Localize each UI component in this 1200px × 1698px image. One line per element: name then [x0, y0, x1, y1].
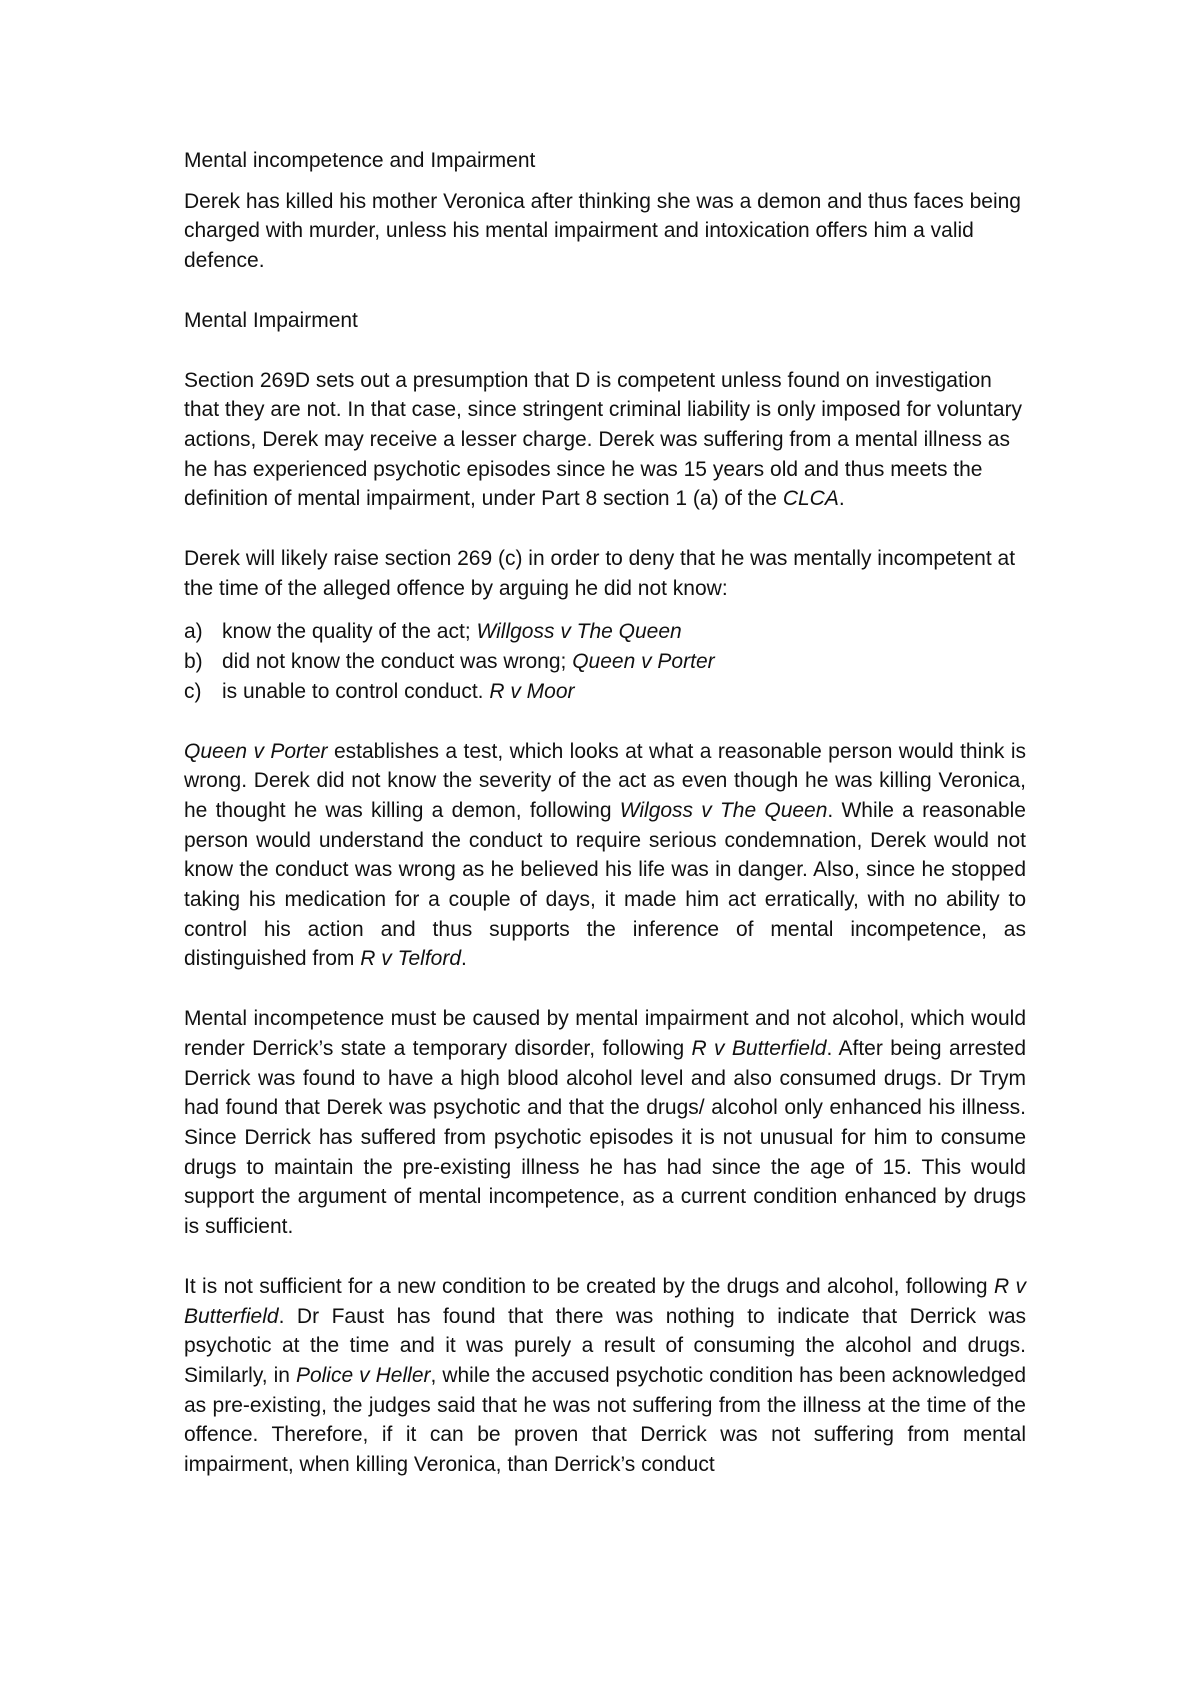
paragraph-new-condition [184, 1272, 1026, 1480]
defence-elements-list [184, 617, 1026, 706]
list-item [184, 677, 1026, 707]
paragraph-porter-test [184, 737, 1026, 975]
paragraph-text: . Dr Faust has found that there was nothing to indicate that Derrick was psychotic at the time and it was purely a result of consuming the alcohol and drugs. Similarly, in [184, 1304, 1026, 1387]
list-item-text: did not know the conduct was wrong; [222, 650, 567, 674]
paragraph-text: . After being arrested Derrick was found to have a high blood alcohol level and also consumed drugs. Dr Trym had found that Derek was psychotic and that the drugs/ alcohol only enhanced his illness. Since Derrick has suffered from psychotic episodes it is not unusual for him to consume drugs to maintain the pre-existing illness he has had since the age of 15. This would support the argument of mental incompetence, as a current condition enhanced by drugs is sufficient. [184, 1036, 1026, 1239]
document-title: Mental incompetence and Impairment [184, 149, 536, 172]
paragraph-section-269c: Derek will likely raise section 269 (c) in order to deny that he was mentally incompetent at the time of the alleged offence by arguing he did not know: [184, 547, 1016, 600]
paragraph-text: Mental incompetence must be caused by mental impairment and not alcohol, which would render Derrick’s state a temporary disorder, following [184, 1007, 1026, 1060]
case-citation: Queen v Porter [566, 650, 715, 674]
paragraph-text: establishes a test, which looks at what a reasonable person would think is wrong. Derek did not know the severity of the act as even though he was killing Veronica, he thought he was killing a demon, following [184, 739, 1026, 822]
case-citation: R v Moor [483, 679, 575, 703]
list-marker: a) [184, 620, 203, 644]
paragraph-text: Section 269D sets out a presumption that D is competent unless found on investigation that they are not. In that case, since stringent criminal liability is only imposed for voluntary actions, Derek may receive a lesser charge. Derek was suffering from a mental illness as he has experienced psychotic episodes since he was 15 years old and thus meets the definition of mental impairment, under Part 8 section 1 (a) of the [184, 368, 1023, 511]
case-citation: Willgoss v The Queen [470, 620, 682, 644]
list-marker: c) [184, 679, 202, 703]
paragraph-text: . [461, 947, 467, 971]
case-citation: Queen v Porter [184, 739, 328, 763]
paragraph-text: It is not sufficient for a new condition to be created by the drugs and alcohol, following [184, 1274, 994, 1298]
paragraph-text: . [838, 487, 845, 511]
document-page [184, 146, 1026, 1480]
list-item [184, 617, 1026, 647]
list-item-text: know the quality of the act; [222, 620, 471, 644]
paragraph-text: , while the accused psychotic condition has been acknowledged as pre-existing, the judges said that he was not suffering from the illness at the time of the offence. Therefore, if it can be proven that Derrick was not suffering from mental impairment, when killing Veronica, than Derrick’s conduct [184, 1363, 1027, 1477]
paragraph-presumption [184, 366, 1026, 515]
list-item-text: is unable to control conduct. [222, 679, 484, 703]
section-heading-mental-impairment: Mental Impairment [184, 308, 358, 332]
act-name: CLCA [782, 487, 839, 511]
paragraph-alcohol-causation [184, 1004, 1026, 1242]
case-citation: Wilgoss v The Queen [619, 798, 828, 822]
case-citation: R v Butterfield [184, 1274, 1026, 1328]
paragraph-text: . While a reasonable person would understand the conduct to require serious condemnation, Derek would not know the conduct was wrong as he believed his life was in danger. Also, since he stopped taking his medication for a couple of days, it made him act erratically, with no ability to control his action and thus supports the inference of mental incompetence, as distinguished from [184, 798, 1026, 971]
case-citation: R v Butterfield [691, 1036, 827, 1060]
case-citation: Police v Heller [295, 1363, 431, 1387]
list-marker: b) [184, 650, 203, 674]
intro-paragraph: Derek has killed his mother Veronica after thinking she was a demon and thus faces being charged with murder, unless his mental impairment and intoxication offers him a valid defence. [184, 189, 1021, 273]
case-citation: R v Telford [360, 947, 462, 971]
list-item [184, 647, 1026, 677]
